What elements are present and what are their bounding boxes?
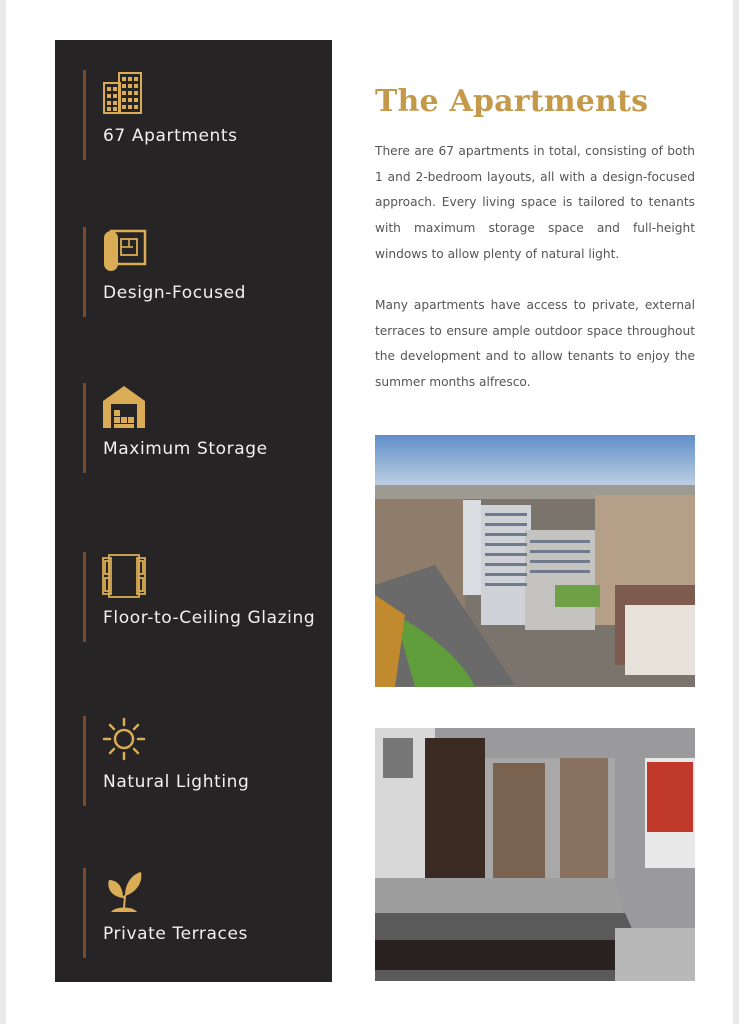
building-icon xyxy=(101,70,147,116)
plant-icon xyxy=(101,868,147,914)
page-title: The Apartments xyxy=(375,84,649,119)
accent-bar xyxy=(83,552,86,642)
accent-bar xyxy=(83,868,86,958)
features-sidebar xyxy=(55,40,332,982)
aerial-building-photo xyxy=(375,435,695,687)
feature-label: Natural Lighting xyxy=(103,772,250,792)
intro-paragraph: There are 67 apartments in total, consisting of both 1 and 2-bedroom layouts, all with a design-focused approach. Every living space is tailored to tenants with maximum storage space and full-height windows to allow plenty of natural light. xyxy=(375,144,695,261)
storage-unit-icon xyxy=(101,383,147,429)
feature-natural-lighting xyxy=(55,716,332,806)
floor-plan-icon xyxy=(101,227,147,273)
terraces-paragraph: Many apartments have access to private, external terraces to ensure ample outdoor space throughout the development and to allow tenants to enjoy the summer months alfresco. xyxy=(375,298,695,390)
feature-floor-to-ceiling-glazing xyxy=(55,552,332,642)
feature-label: Private Terraces xyxy=(103,924,248,944)
feature-maximum-storage xyxy=(55,383,332,473)
feature-label: Maximum Storage xyxy=(103,439,268,459)
feature-label: 67 Apartments xyxy=(103,126,238,146)
bedroom-interior-photo xyxy=(375,728,695,981)
accent-bar xyxy=(83,70,86,160)
feature-label: Design-Focused xyxy=(103,283,247,303)
feature-apartments xyxy=(55,70,332,160)
accent-bar xyxy=(83,227,86,317)
sun-icon xyxy=(101,716,147,762)
window-icon xyxy=(101,552,147,598)
accent-bar xyxy=(83,383,86,473)
accent-bar xyxy=(83,716,86,806)
feature-label: Floor-to-Ceiling Glazing xyxy=(103,608,316,628)
brochure-page xyxy=(6,0,733,1024)
feature-private-terraces xyxy=(55,868,332,958)
feature-design-focused xyxy=(55,227,332,317)
